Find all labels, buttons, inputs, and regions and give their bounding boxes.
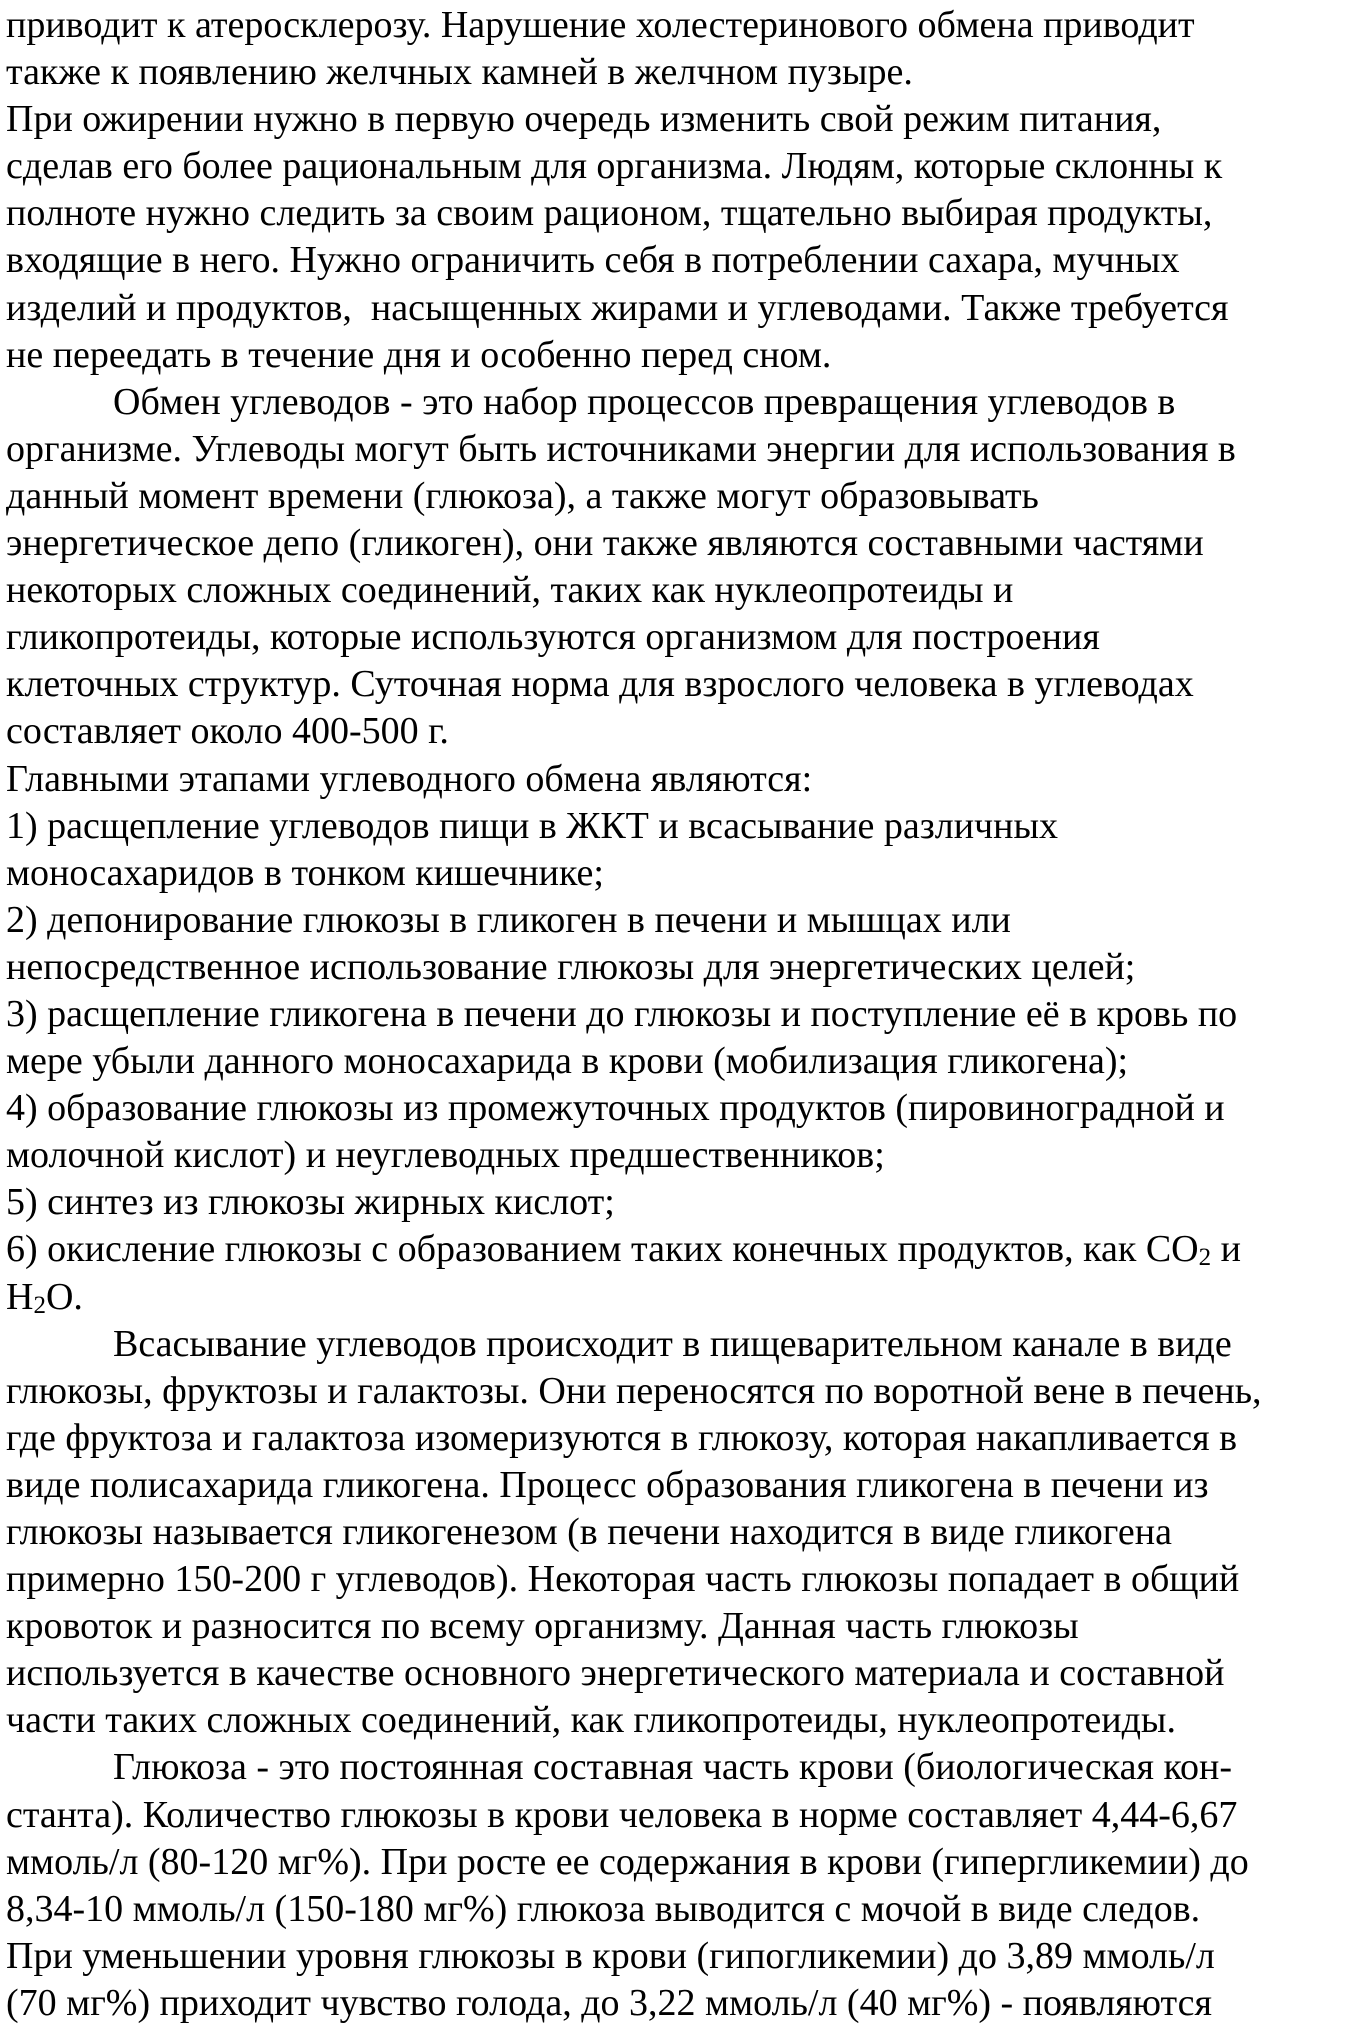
text-line <box>6 1415 1368 1462</box>
text-line <box>6 1509 1368 1556</box>
text-line-content: где фруктоза и галактоза изомеризуются в глюкозу, которая накапливается в <box>6 1416 1238 1459</box>
text-line <box>6 897 1368 944</box>
text-line-content: глюкозы, фруктозы и галактозы. Они переносятся по воротной вене в печень, <box>6 1369 1262 1412</box>
text-line <box>6 285 1368 332</box>
text-line <box>6 1650 1368 1697</box>
text-line-content: мере убыли данного моносахарида в крови (мобилизация гликогена); <box>6 1040 1129 1083</box>
text-line <box>6 1368 1368 1415</box>
text-line <box>6 1038 1368 1085</box>
text-line <box>6 614 1368 661</box>
text-line-content: изделий и продуктов, насыщенных жирами и углеводами. Также требуется <box>6 286 1229 329</box>
text-line-content: 2) депонирование глюкозы в гликоген в печени и мышцах или <box>6 898 1011 941</box>
text-line <box>6 1085 1368 1132</box>
text-line-content: используется в качестве основного энергетического материала и составной <box>6 1652 1225 1695</box>
text-line <box>6 1744 1368 1791</box>
text-line <box>6 49 1368 96</box>
text-line-tail: и <box>1211 1228 1241 1271</box>
text-line-content: ммоль/л (80-120 мг%). При росте ее содержания в крови (гипергликемии) до <box>6 1840 1249 1883</box>
text-line <box>6 2 1368 49</box>
text-line <box>6 1462 1368 1509</box>
text-line-content: также к появлению желчных камней в желчном пузыре. <box>6 51 913 94</box>
text-line <box>6 1980 1368 2027</box>
text-line-content: молочной кислот) и неуглеводных предшественников; <box>6 1134 885 1177</box>
text-line-content: составляет около 400-500 г. <box>6 710 449 753</box>
text-line <box>6 1321 1368 1368</box>
text-line-content: приводит к атеросклерозу. Нарушение холестеринового обмена приводит <box>6 4 1195 46</box>
text-line-content: примерно 150-200 г углеводов). Некоторая часть глюкозы попадает в общий <box>6 1558 1240 1601</box>
text-line-content: гликопротеиды, которые используются организмом для построения <box>6 616 1100 659</box>
text-line <box>6 991 1368 1038</box>
text-line-content: данный момент времени (глюкоза), а также могут образовывать <box>6 474 1039 517</box>
text-line <box>6 803 1368 850</box>
text-line-content: 8,34-10 ммоль/л (150-180 мг%) глюкоза выводится с мочой в виде следов. <box>6 1887 1201 1930</box>
text-line-content: Главными этапами углеводного обмена являются: <box>6 757 813 800</box>
text-line-content: 3) расщепление гликогена в печени до глюкозы и поступление её в кровь по <box>6 992 1238 1035</box>
text-line <box>6 379 1368 426</box>
text-line <box>6 473 1368 520</box>
text-line <box>6 1792 1368 1839</box>
text-line-content: При уменьшении уровня глюкозы в крови (гипогликемии) до 3,89 ммоль/л <box>6 1934 1215 1977</box>
text-line <box>6 850 1368 897</box>
text-line-content: не переедать в течение дня и особенно перед сном. <box>6 333 832 376</box>
text-line-content: H <box>6 1275 34 1318</box>
text-line-content: организме. Углеводы могут быть источниками энергии для использования в <box>6 427 1236 470</box>
text-line <box>6 1603 1368 1650</box>
text-line <box>6 567 1368 614</box>
text-line <box>6 426 1368 473</box>
text-line-tail: O. <box>45 1275 83 1318</box>
text-line-content: станта). Количество глюкозы в крови человека в норме составляет 4,44-6,67 <box>6 1793 1238 1836</box>
text-line <box>6 1132 1368 1179</box>
text-line <box>6 708 1368 755</box>
text-line <box>6 520 1368 567</box>
text-line-content: виде полисахарида гликогена. Процесс образования гликогена в печени из <box>6 1463 1209 1506</box>
subscript: 2 <box>1198 1244 1212 1272</box>
text-line-content: некоторых сложных соединений, таких как нуклеопротеиды и <box>6 569 1014 612</box>
text-line <box>6 756 1368 803</box>
text-line <box>6 190 1368 237</box>
text-line <box>6 1226 1368 1273</box>
text-line <box>6 944 1368 991</box>
text-line <box>6 1933 1368 1980</box>
text-line-content: При ожирении нужно в первую очередь изменить свой режим питания, <box>6 98 1162 141</box>
text-line <box>6 96 1368 143</box>
text-line-content: энергетическое депо (гликоген), они также являются составными частями <box>6 522 1204 565</box>
text-line <box>6 1179 1368 1226</box>
text-line <box>6 1886 1368 1933</box>
text-line-content: 5) синтез из глюкозы жирных кислот; <box>6 1181 615 1224</box>
text-line-content: Всасывание углеводов происходит в пищеварительном канале в виде <box>113 1322 1232 1365</box>
text-line <box>6 661 1368 708</box>
text-line <box>6 1556 1368 1603</box>
text-line <box>6 1274 1368 1321</box>
text-line-content: полноте нужно следить за своим рационом, тщательно выбирая продукты, <box>6 192 1213 235</box>
text-line-content: части таких сложных соединений, как гликопротеиды, нуклеопротеиды. <box>6 1699 1176 1742</box>
text-line <box>6 332 1368 379</box>
text-line <box>6 1839 1368 1886</box>
text-line-content: Обмен углеводов - это набор процессов превращения углеводов в <box>113 380 1176 423</box>
text-line-content: сделав его более рациональным для организма. Людям, которые склонны к <box>6 145 1223 188</box>
text-line-content: 4) образование глюкозы из промежуточных продуктов (пировиноградной и <box>6 1087 1225 1130</box>
text-line <box>6 1697 1368 1744</box>
text-line-content: непосредственное использование глюкозы для энергетических целей; <box>6 945 1136 988</box>
text-line-content: кровоток и разносится по всему организму. Данная часть глюкозы <box>6 1605 1079 1648</box>
text-line-content: клеточных структур. Суточная норма для взрослого человека в углеводах <box>6 663 1194 706</box>
subscript: 2 <box>33 1291 46 1319</box>
text-line <box>6 143 1368 190</box>
text-line-content: Глюкоза - это постоянная составная часть крови (биологическая кон- <box>113 1746 1232 1789</box>
text-line-content: входящие в него. Нужно ограничить себя в потреблении сахара, мучных <box>6 239 1180 282</box>
text-line-content: глюкозы называется гликогенезом (в печени находится в виде гликогена <box>6 1511 1172 1553</box>
text-line-content: 6) окисление глюкозы с образованием таких конечных продуктов, как CO <box>6 1228 1199 1271</box>
text-line <box>6 237 1368 284</box>
text-line-content: моносахаридов в тонком кишечнике; <box>6 851 604 894</box>
text-line-content: 1) расщепление углеводов пищи в ЖКТ и всасывание различных <box>6 804 1059 847</box>
text-line-content: (70 мг%) приходит чувство голода, до 3,22 ммоль/л (40 мг%) - появляются <box>6 1981 1212 2024</box>
